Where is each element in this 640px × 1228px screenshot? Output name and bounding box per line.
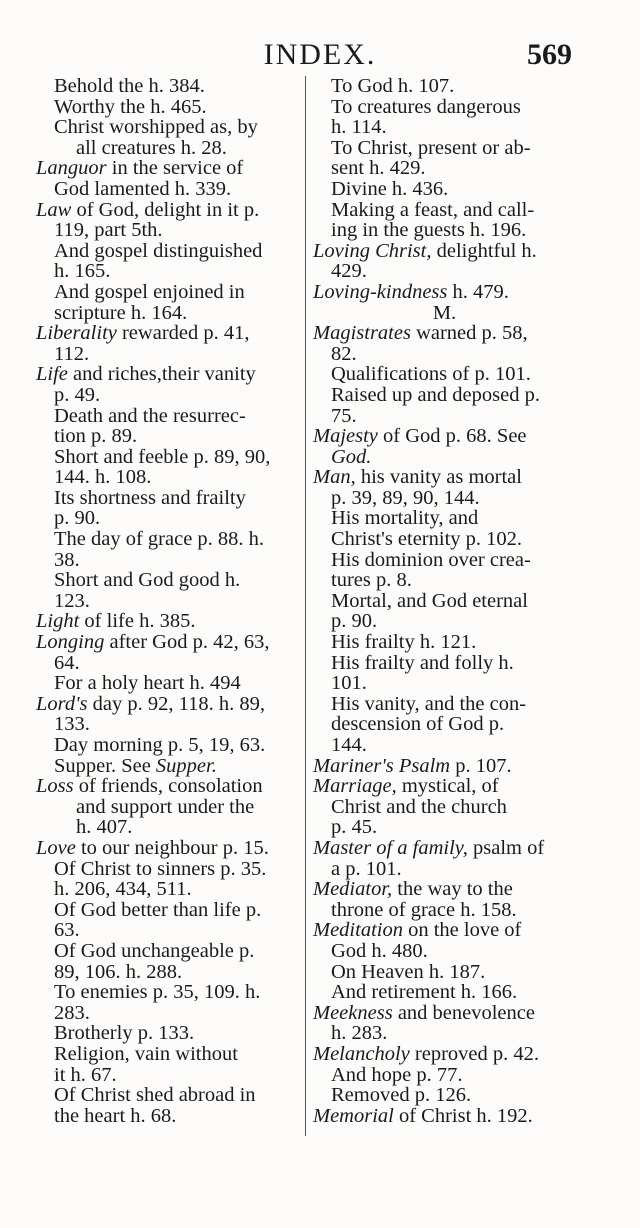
index-text: Removed p. 126.: [331, 1084, 472, 1107]
index-line: [313, 1044, 576, 1065]
index-text: 283.: [54, 1001, 90, 1024]
index-line: [36, 426, 298, 447]
index-text: M.: [432, 301, 457, 324]
index-line: [36, 797, 298, 818]
index-text: h. 479.: [447, 280, 509, 303]
index-text: h. 165.: [54, 260, 111, 283]
index-line: [313, 570, 576, 591]
index-text: His frailty and folly h.: [331, 651, 514, 674]
index-line: [36, 611, 298, 632]
index-line: [313, 838, 576, 859]
index-text: Christ and the church: [331, 795, 507, 818]
index-text: h. 114.: [331, 116, 387, 139]
index-text: Behold the h. 384.: [54, 75, 205, 97]
index-text: His mortality, and: [331, 507, 479, 530]
index-text: 82.: [331, 342, 357, 365]
index-text: 64.: [54, 651, 80, 674]
index-line: [313, 982, 576, 1003]
index-keyword: Lord's: [36, 692, 88, 715]
index-text: Worthy the h. 465.: [54, 95, 207, 118]
index-line: [313, 817, 576, 838]
index-line: [36, 385, 298, 406]
index-line: [313, 962, 576, 983]
index-line: [313, 97, 576, 118]
column-divider: [305, 76, 306, 1136]
index-line: [36, 200, 298, 221]
index-line: [313, 179, 576, 200]
index-text: of Christ h. 192.: [393, 1104, 533, 1127]
index-line: [36, 962, 298, 983]
index-line: [36, 550, 298, 571]
index-text: 123.: [54, 589, 90, 612]
index-text: in the service of: [106, 157, 244, 180]
index-line: [36, 920, 298, 941]
index-line: [36, 859, 298, 880]
index-line: [36, 529, 298, 550]
index-text: His frailty h. 121.: [331, 631, 477, 654]
index-keyword: Melancholy: [313, 1042, 410, 1065]
index-line: [313, 611, 576, 632]
index-line: [36, 714, 298, 735]
index-text: rewarded p. 41,: [116, 322, 250, 345]
index-text: To creatures dangerous: [331, 95, 521, 118]
index-line: [36, 447, 298, 468]
index-text: The day of grace p. 88. h.: [54, 528, 265, 551]
index-keyword: Memorial: [313, 1104, 394, 1127]
index-line: [313, 694, 576, 715]
index-line: [313, 673, 576, 694]
index-text: of life h. 385.: [79, 610, 196, 633]
index-text: sent h. 429.: [331, 157, 426, 180]
index-line: [36, 1044, 298, 1065]
index-text: 112.: [54, 342, 90, 365]
index-text: the heart h. 68.: [54, 1104, 177, 1127]
index-text: 75.: [331, 404, 357, 427]
index-text: psalm of: [467, 836, 545, 859]
index-line: [313, 1065, 576, 1086]
index-line: [313, 117, 576, 138]
index-line: [36, 941, 298, 962]
index-text: p. 39, 89, 90, 144.: [331, 486, 480, 509]
index-text: Of God unchangeable p.: [54, 939, 255, 962]
index-keyword: Longing: [36, 631, 105, 654]
index-keyword: Majesty: [313, 425, 378, 448]
index-text: after God p. 42, 63,: [104, 631, 270, 654]
index-text: Supper. See: [54, 754, 156, 777]
index-line: [313, 76, 576, 97]
index-text: Short and feeble p. 89, 90,: [54, 445, 271, 468]
index-line: [36, 694, 298, 715]
index-text: 144. h. 108.: [54, 466, 152, 489]
index-text: on the love of: [402, 919, 522, 942]
index-line: [36, 303, 298, 324]
index-line: [313, 364, 576, 385]
index-text: tion p. 89.: [54, 425, 138, 448]
index-keyword: Loving Christ,: [313, 239, 432, 262]
index-keyword: Languor: [36, 157, 107, 180]
index-text: tures p. 8.: [331, 569, 412, 592]
index-line: [313, 385, 576, 406]
index-line: [36, 570, 298, 591]
index-text: 63.: [54, 919, 80, 942]
index-line: [313, 1023, 576, 1044]
index-line: [313, 756, 576, 777]
index-column-right: [313, 76, 576, 1126]
index-text: 119, part 5th.: [54, 219, 163, 242]
index-line: [313, 282, 576, 303]
index-keyword: Loss: [36, 775, 74, 798]
index-line: [36, 488, 298, 509]
index-keyword: Meekness: [313, 1001, 393, 1024]
index-line: [313, 200, 576, 221]
index-text: His dominion over crea-: [331, 548, 531, 571]
index-line: [36, 776, 298, 797]
index-line: [313, 1003, 576, 1024]
index-keyword: Liberality: [36, 322, 117, 345]
index-cross-reference: Supper.: [155, 754, 217, 777]
index-line: [36, 817, 298, 838]
index-text: delightful h.: [431, 239, 537, 262]
index-column-left: [36, 76, 298, 1126]
index-text: it h. 67.: [54, 1063, 117, 1086]
index-line: [313, 879, 576, 900]
index-line: [36, 282, 298, 303]
index-line: [36, 97, 298, 118]
index-keyword: Man,: [313, 466, 356, 489]
index-line: [313, 941, 576, 962]
index-text: to our neighbour p. 15.: [75, 836, 269, 859]
index-keyword: Marriage,: [313, 775, 397, 798]
index-line: [313, 776, 576, 797]
index-line: [313, 591, 576, 612]
index-text: day p. 92, 118. h. 89,: [87, 692, 265, 715]
index-text: scripture h. 164.: [54, 301, 188, 324]
index-line: [36, 76, 298, 97]
index-line: [36, 900, 298, 921]
index-text: Raised up and deposed p.: [331, 383, 540, 406]
index-line: [36, 1003, 298, 1024]
index-text: p. 107.: [450, 754, 512, 777]
index-line: [313, 426, 576, 447]
index-line: [313, 1085, 576, 1106]
index-text: ing in the guests h. 196.: [331, 219, 527, 242]
index-line: [36, 1023, 298, 1044]
index-text: p. 90.: [54, 507, 101, 530]
index-text: of God p. 68. See: [377, 425, 527, 448]
index-line: [313, 632, 576, 653]
index-line: [313, 797, 576, 818]
index-line: [313, 261, 576, 282]
index-line: [313, 138, 576, 159]
index-text: God lamented h. 339.: [54, 177, 232, 200]
index-line: [36, 241, 298, 262]
index-text: of friends, consolation: [73, 775, 263, 798]
index-text: mystical, of: [396, 775, 499, 798]
index-line: [36, 632, 298, 653]
index-text: To God h. 107.: [331, 75, 455, 97]
index-text: and support under the: [76, 795, 255, 818]
index-text: Day morning p. 5, 19, 63.: [54, 734, 266, 756]
index-text: 38.: [54, 548, 80, 571]
index-text: 144.: [331, 734, 367, 756]
index-line: [36, 838, 298, 859]
index-line: [36, 220, 298, 241]
index-text: throne of grace h. 158.: [331, 898, 517, 921]
index-text: h. 407.: [76, 816, 133, 839]
index-line: [36, 1065, 298, 1086]
index-text: p. 49.: [54, 383, 101, 406]
index-line: [313, 303, 576, 324]
index-line: [313, 406, 576, 427]
index-line: [313, 1106, 576, 1127]
index-text: Making a feast, and call-: [331, 198, 535, 221]
index-text: and riches,their vanity: [67, 363, 256, 386]
index-text: 133.: [54, 713, 90, 736]
index-keyword: Mediator,: [313, 878, 393, 901]
index-line: [36, 673, 298, 694]
index-text: Its shortness and frailty: [54, 486, 246, 509]
index-text: To Christ, present or ab-: [331, 136, 531, 159]
index-line: [313, 550, 576, 571]
index-text: Short and God good h.: [54, 569, 241, 592]
index-line: [36, 1106, 298, 1127]
index-text: Christ's eternity p. 102.: [331, 528, 523, 551]
index-keyword: Law: [36, 198, 72, 221]
index-line: [36, 467, 298, 488]
index-line: [36, 138, 298, 159]
index-line: [313, 529, 576, 550]
index-line: [313, 323, 576, 344]
index-text: For a holy heart h. 494: [54, 672, 241, 695]
index-line: [36, 158, 298, 179]
index-keyword: Mariner's Psalm: [313, 754, 451, 777]
index-keyword: Master of a family,: [313, 836, 468, 859]
index-keyword: Magistrates: [313, 322, 411, 345]
index-line: [36, 406, 298, 427]
index-line: [313, 735, 576, 756]
index-line: [313, 714, 576, 735]
index-line: [313, 467, 576, 488]
index-keyword: Love: [36, 836, 76, 859]
index-keyword: Life: [36, 363, 68, 386]
index-line: [36, 1085, 298, 1106]
index-text: h. 283.: [331, 1022, 388, 1045]
index-line: [36, 879, 298, 900]
index-line: [36, 982, 298, 1003]
index-text: Divine h. 436.: [331, 177, 449, 200]
index-text: p. 45.: [331, 816, 378, 839]
index-line: [313, 447, 576, 468]
index-text: Christ worshipped as, by: [54, 116, 258, 139]
index-text: all creatures h. 28.: [76, 136, 227, 159]
index-line: [36, 364, 298, 385]
index-text: Qualifications of p. 101.: [331, 363, 531, 386]
index-line: [313, 488, 576, 509]
index-line: [36, 756, 298, 777]
index-text: p. 90.: [331, 610, 378, 633]
index-text: God h. 480.: [331, 939, 428, 962]
index-text: Mortal, and God eternal: [331, 589, 528, 612]
index-line: [36, 179, 298, 200]
index-text: 429.: [331, 260, 367, 283]
index-keyword: Light: [36, 610, 80, 633]
index-line: [313, 220, 576, 241]
index-cross-reference: God.: [331, 445, 372, 468]
index-text: reproved p. 42.: [409, 1042, 539, 1065]
index-line: [313, 653, 576, 674]
index-line: [36, 591, 298, 612]
index-line: [36, 261, 298, 282]
index-text: the way to the: [392, 878, 513, 901]
index-line: [36, 735, 298, 756]
index-text: descension of God p.: [331, 713, 505, 736]
index-text: his vanity as mortal: [355, 466, 522, 489]
index-line: [313, 859, 576, 880]
index-text: And hope p. 77.: [331, 1063, 463, 1086]
index-text: Of God better than life p.: [54, 898, 262, 921]
index-text: and benevolence: [392, 1001, 535, 1024]
index-text: warned p. 58,: [410, 322, 528, 345]
index-text: To enemies p. 35, 109. h.: [54, 981, 261, 1004]
index-text: Of Christ shed abroad in: [54, 1084, 256, 1107]
index-text: On Heaven h. 187.: [331, 960, 486, 983]
index-text: Of Christ to sinners p. 35.: [54, 857, 267, 880]
index-line: [36, 323, 298, 344]
index-line: [313, 158, 576, 179]
page-title: INDEX.: [263, 38, 377, 71]
index-text: 101.: [331, 672, 367, 695]
index-line: [36, 653, 298, 674]
index-line: [313, 241, 576, 262]
index-keyword: Meditation: [313, 919, 403, 942]
index-text: And retirement h. 166.: [331, 981, 518, 1004]
index-line: [36, 508, 298, 529]
index-text: h. 206, 434, 511.: [54, 878, 192, 901]
index-text: Brotherly p. 133.: [54, 1022, 195, 1045]
index-text: of God, delight in it p.: [71, 198, 260, 221]
index-line: [313, 344, 576, 365]
index-line: [313, 900, 576, 921]
index-line: [36, 117, 298, 138]
index-line: [313, 920, 576, 941]
index-line: [313, 508, 576, 529]
index-text: a p. 101.: [331, 857, 402, 880]
index-text: His vanity, and the con-: [331, 692, 527, 715]
index-text: Death and the resurrec-: [54, 404, 246, 427]
page-number: 569: [527, 38, 572, 71]
index-text: And gospel enjoined in: [54, 280, 245, 303]
index-text: Religion, vain without: [54, 1042, 238, 1065]
index-line: [36, 344, 298, 365]
index-text: And gospel distinguished: [54, 239, 263, 262]
index-text: 89, 106. h. 288.: [54, 960, 183, 983]
index-keyword: Loving-kindness: [313, 280, 448, 303]
